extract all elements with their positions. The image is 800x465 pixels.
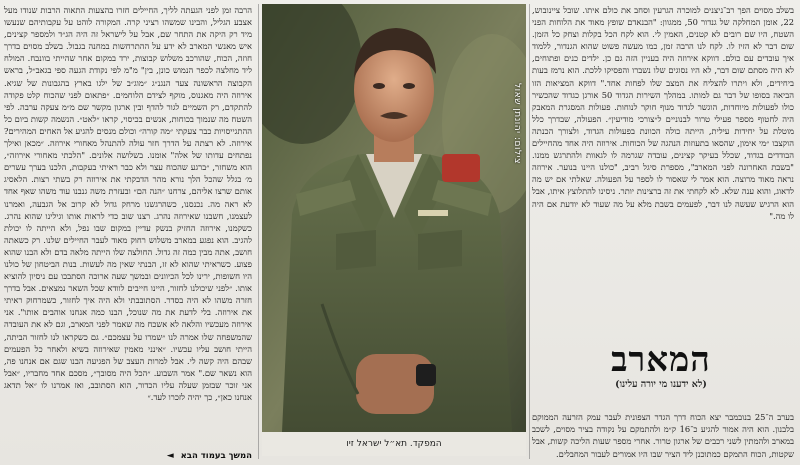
article-paragraph: בשלב מסוים הפך רב־ניצנים למוכרה הגרעין וסחב את כולם איתו. שובל ציינובוש, 22, אומן המחלקה של גנדור 50, ממגוון: "הבנאדם שופץ מאוד את הלוחות הפני השטח, היו שם רובים לא קטנים, האמין לי. הוא לקח הכל בקלות וצחק כל הזמן. שום דבר לא הזיז לו. לקח לנו הרבה זמן, כמו מעשה פשוט שהוא הגנדור, ללמוד איך עובדים עם כולם. דווקא אירוזה היה בעניין הזה גם כן. ילדים כנים ופתוחים, לא היה מסתם שום דבר, לא היו נסוגים שלו נשברו והפסיקו ללכת. הוא נרמז בעות ביחידים, ולא ויתרו להצליח את המצב שלו לפחות אחד." דווקא המציאות הזו הביאה בסופו של דבר גם למותו. במהלך השירות הגדוד 50 אורגן כגדוד שהכשיר כולו לפעולות מיוחדות, הוגשר לגדוד מנוף חוקר לנוחות. פעולות המסגרת המאבק היה לחטוף מספר פעילי טרור לבנוניים ל״צורכי מודיעין״. הפעולה, שבדרך כלל מוטלת על יחידות עילית, הייתה כולה הכוונת בפעולות הגדוד, ולצורך הכנתה הוקצבו ״מי אימון, שהסאו בתעוזות הנהגה של הכוחות. אירוזה היה אחד מהחיילים הבודדים בגדוד, שכלל בעיקר קצינים, עובדה שגרמה לו לגאוות ולהתרגש ממנו. "בשבת האחרונה לפני המארב", מספרת סיגל רביב, "כולנו היינו בנוער. אירוזה נראה מאוד מרוצה. הוא אמר לי שאסור לו לספר על הפעולה. שאלתי אם יש מה לדאוג, והוא ענה שלא. לא לקחתי את זה ברצינות יותר. ניסינו להתלוצץ איתו, אבל הוא הרגיש שעשה לנו דבר, לפעמים בשבת מלא על מה שעוד לא יודעת אם היה לו מה." bbox=[532, 5, 794, 221]
article-column-right-continued bbox=[532, 403, 794, 459]
continue-next-page-link[interactable] bbox=[6, 451, 252, 461]
photo-credit: צילום: יהונתן שאול bbox=[512, 83, 522, 164]
officer-portrait-image bbox=[262, 4, 526, 432]
column-divider bbox=[529, 4, 530, 459]
continue-label: המשך בעמוד הבא bbox=[180, 451, 252, 461]
section-headline-box bbox=[532, 342, 790, 398]
column-divider bbox=[258, 4, 259, 459]
section-headline: המארב bbox=[611, 340, 711, 380]
article-column-right bbox=[532, 4, 794, 396]
officer-photo bbox=[262, 4, 526, 456]
article-paragraph: הרבה זמן לפני הגעתה לליך, החיילים חזרו בהצעות התאוה הרבות שנודו מעל אצבע הגליל, והבינו שמשהו רציני קרה. המקורה לוהט על עקבותיהם שנעשו מיד רק היקה את התחר שם, אבל על לישראל זה היה הג״ד ולמספר קצינים, איש מאנשי המארב לא ידע על ההתרחשות במחנה בגבול. בשלב מסוים בדרך חוזה, הכוח, שהורכב משלוש קבוצות, ירד במקום אחר שהייתי בוונבח. המולח ליד מחלצה לכפר הנמוש כונן, בין" מ"מ לפי נקודת הגעה ספי בגאב״ל, בראש הקבוצה הראשונה צעד הנגנ״ג ״מוג״ב של ילגו בארץ בהגבונות של שגיא. אירוזה היה מאגנוס, מוקף לצידם הלוחמים. ״פתאום לפני שהכוח קלט פקודה להתקדם, רק השמיים לגור להדף ובין ארגון מקשר שם מ״מ צעקה ערבה. לפי השטח מה שנמוך בכוחות, אנשים בכיסוי, קראו ״לאט״. הנשמה קשות ביום כל ההתגייסויות כבר צעקתי ״מה קורה״ וכולם מנסים להגיע אל האחים המהירים? אירוזה. לא רצתה על הדרך חזר עולה להתנהל מאחורי אירוזה. ״מכאן ואילך נפתחים עדותו של אלה" אומנו. בשלושה אלונים. "הלכתי מאחורי אירוזה״, הוא משחזר, ״ברגע שהכוח עצר ולא כבר ראיתי בעקבות, הלכנו בערך עשרים מ׳ בגלל שהכל הלך נורא מהר הדבקתי את אירוזה רק בשתי רצות. הלאסיג אותם שרצו אליהם, צרחנו ״הנה הם״ ובעזרת משה גנבנו עוד משהו שאף אחד לא ראה מה. נכנסנו, כשהרגשנו מרחק גדול לא קרוב אל הגבעה, ואמרנו לעצמנו, חשבנו שאירוזה נהרג. רצנו שוב כדי לראות אותו וגילינו שהוא נהרג. כשקמנו, אירוזה החזיק בנשק עדיין במקום שבו נפל, ולא הייתה לו יכולת להגיב. הוא נפגע במארב משלוש רחוק מאוד לעבר החיילים שלנו. רק כשאתה חושב, אתה מבין כמה זה גדול. החולצה שלו הייתה מלאה בדם ולא הבנו שהוא פצוע. כשראיתי שהוא לא זז, הבנתי שאין מה לעשות. בנות הביטחון של כולנו היו חשופות, ירינו לכל הכיוונים ובמשך שעה ארוכה הסתבכו עם ניסיון להוציא אותו. ״לפני שיכולנו לחזור, היינו חייבים לוודא שכל השאר נמצאים. אבל בדרך חזרה משהו לא היה בסדר. הסתובבתי ולא היה איך לחזור, כשמרחוק ראיתי את אירוזה. בלי לדעת את מה שנוכל, הבנו כמה אנחנו אוהבים אותו". אני אירוזה מעכשיו והלאה לא אשכח מה שאמר לפני המארב, וגם לא את העובדה שהמשפחה שלו אמרה לנו ״שמרו על עצמכם״. גם כשקראו לנו לחזור הביתה, הייתי חושב עליו עכשיו. ״אינני מאמין שאירוזה בשיא ולאחר כל הפעמים שבהם היה קשה לי. אבל למרות העצב של הפגיעה הבנו שגם אם אנחנו פה, הוא נשאר שם." אמר השבוע. ״הכל היה מסובך״, מסכם אחד מחבריו, ״אבל אני זוכר שבזמן שעלה עליו הכדור, הוא הסתובב, ואז אמרנו לו ״אל תדאג אנחנו כאן״, כך יהיה לזכרו לעד.״ bbox=[4, 5, 252, 402]
arrow-left-icon: ◄ bbox=[166, 451, 174, 461]
photo-caption: המפקד. תא״ל ישראל זיו bbox=[262, 432, 526, 456]
article-column-left bbox=[4, 4, 252, 449]
article-paragraph: בערב ה־25 בנובמבר יצא הכוח דרך הגדר הצפונית לעבר עמק הזרעה הממוקם בלבנון. הוא היה אמור להגיע כ־16 ק״מ ולהתמקם על נקודה בציר מסוים, לשכב במארב ולהמתין לשני רכבים של ארגון טרור. אחרי מספר שעות הליכה קשות, אבל שקטות, הכוח התמקם כמתוכנן ליד הציר שבו היו אמורים לעבור המחבלים. bbox=[532, 412, 794, 459]
section-subheadline: (לא ידענו מי יורה עלינו) bbox=[615, 379, 707, 390]
